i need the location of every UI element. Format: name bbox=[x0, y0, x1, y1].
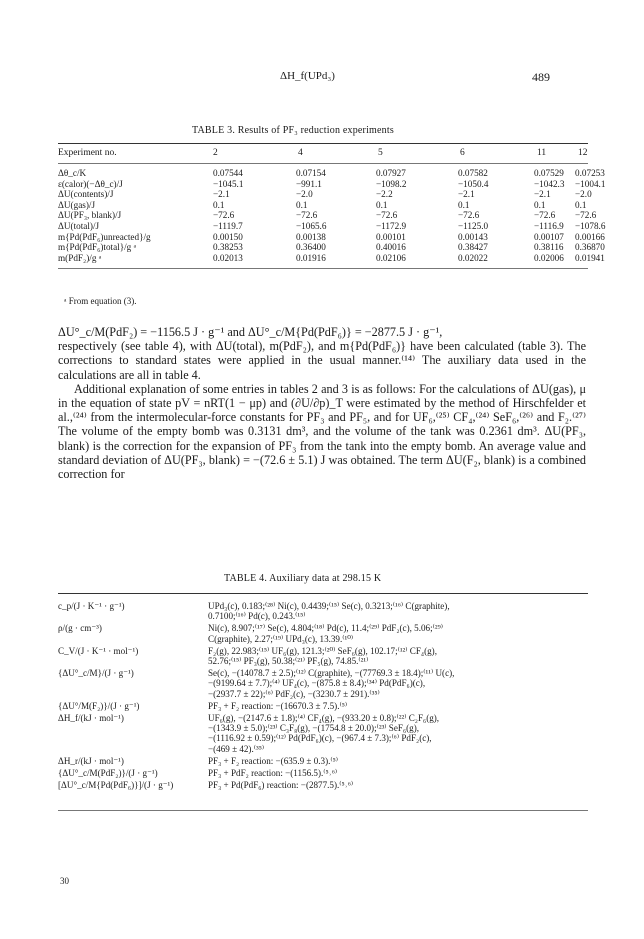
table3-cell: 0.00143 bbox=[458, 231, 488, 242]
table4-row-value bbox=[208, 623, 588, 644]
table3-row-label: m{Pd(PdF₆)total}/g ᵃ bbox=[58, 242, 137, 253]
table4-row-value bbox=[208, 668, 588, 699]
table-row bbox=[58, 178, 606, 190]
table3-cell: 0.02006 bbox=[534, 252, 564, 263]
table3-cell: −1078.6 bbox=[575, 220, 606, 231]
table4-row-value bbox=[208, 646, 588, 667]
table-row bbox=[58, 242, 605, 253]
table3-cell: −72.6 bbox=[213, 210, 235, 221]
table-row bbox=[58, 713, 588, 755]
table3-row-label: ε(calor)(−Δθ_c)/J bbox=[58, 178, 123, 189]
table4-value-line: PF₃ + F₂ reaction: −(16670.3 ± 7.5).⁽⁵⁾ bbox=[208, 700, 348, 711]
table3-cell: 0.36400 bbox=[296, 242, 326, 253]
table3-cell: −72.6 bbox=[458, 210, 480, 221]
table3-top-rule bbox=[58, 143, 588, 144]
bottom-page-mark: 30 bbox=[60, 876, 69, 886]
table3-cell: 0.07927 bbox=[376, 168, 406, 178]
table3-cell: 0.38116 bbox=[534, 242, 564, 253]
table4-value-line: −(469 ± 42).⁽³⁵⁾ bbox=[208, 743, 265, 754]
table3-cell: −1125.0 bbox=[458, 220, 489, 231]
table-row bbox=[58, 623, 588, 644]
table3-row-label: ΔU(contents)/J bbox=[58, 189, 114, 200]
table4-row-label: ρ/(g · cm⁻³) bbox=[58, 623, 102, 634]
running-title: ΔH_f(UPd₃) bbox=[280, 70, 335, 82]
table3-cell: 0.38427 bbox=[458, 242, 488, 253]
table3-cell: 0.00166 bbox=[575, 231, 605, 242]
table-row bbox=[58, 756, 588, 766]
table4-top-rule bbox=[58, 593, 588, 594]
table3-cell: −1045.1 bbox=[213, 178, 244, 189]
table4-row-value bbox=[208, 601, 588, 622]
table4-bottom-rule bbox=[58, 810, 588, 811]
table3-cell: −2.0 bbox=[575, 189, 592, 200]
table3-cell: 0.02106 bbox=[376, 252, 406, 263]
table4-value-line: −(2937.7 ± 22);⁽⁶⁾ PdF₂(c), −(3230.7 ± 291).⁽³⁵⁾ bbox=[208, 688, 380, 699]
table3-row-label: ΔU(PF₃, blank)/J bbox=[58, 210, 122, 221]
table4-value-line: Ni(c), 8.907;⁽¹⁷⁾ Se(c), 4.804;⁽¹⁸⁾ Pd(c), 11.4;⁽²⁹⁾ PdF₂(c), 5.06;⁽²⁹⁾ bbox=[208, 623, 443, 634]
table-row bbox=[58, 601, 588, 622]
table4-row-label: C_V/(J · K⁻¹ · mol⁻¹) bbox=[58, 645, 139, 656]
table3-cell: 0.1 bbox=[534, 199, 546, 210]
table3-col-header: 12 bbox=[578, 148, 588, 158]
table3-cell: 0.02013 bbox=[213, 252, 243, 263]
table3-footnote: ᵃ From equation (3). bbox=[64, 296, 137, 306]
table3-bottom-rule bbox=[58, 268, 588, 269]
table-row bbox=[58, 189, 592, 200]
table3-cell: 0.00138 bbox=[296, 231, 326, 242]
table4-value-line: 52.76;⁽¹⁵⁾ PF₃(g), 50.38;⁽²¹⁾ PF₅(g), 74.85.⁽²¹⁾ bbox=[208, 656, 369, 667]
table-row bbox=[58, 200, 588, 211]
table4-value-line: PF₃ + Pd(PdF₆) reaction: −(2877.5).⁽⁵˒⁶⁾ bbox=[208, 779, 354, 790]
table3-cell: 0.1 bbox=[575, 199, 587, 210]
table-row bbox=[58, 768, 588, 778]
table3-cell: 0.00150 bbox=[213, 231, 243, 242]
table3-cell: 0.1 bbox=[296, 199, 308, 210]
table4-row-label: [ΔU°_c/M{Pd(PdF₆)}]/(J · g⁻¹) bbox=[58, 779, 174, 790]
table-row bbox=[58, 668, 588, 699]
table3-cell: −991.1 bbox=[296, 178, 322, 189]
table3-body bbox=[58, 168, 606, 263]
table3-cell: 0.07582 bbox=[458, 168, 488, 178]
table4-value-line: UPd₃(c), 0.183;⁽²⁸⁾ Ni(c), 0.4439;⁽¹⁵⁾ Se(c), 0.3213;⁽¹⁶⁾ C(graphite), bbox=[208, 601, 450, 611]
table4-caption: TABLE 4. Auxiliary data at 298.15 K bbox=[224, 573, 382, 584]
table4-row-value bbox=[208, 756, 588, 766]
table3-cell: −2.2 bbox=[376, 189, 393, 200]
table-row bbox=[58, 780, 588, 790]
table3-cell: 0.01916 bbox=[296, 252, 326, 263]
table3-cell: −72.6 bbox=[534, 210, 556, 221]
table3-cell: −1004.1 bbox=[575, 178, 606, 189]
table3-cell: −1172.9 bbox=[376, 220, 407, 231]
table4-value-line: F₂(g), 22.983;⁽¹⁵⁾ UF₆(g), 121.3;⁽²⁰⁾ SeF₆(g), 102.17;⁽¹²⁾ CF₄(g), bbox=[208, 645, 437, 656]
table3-cell: 0.07253 bbox=[575, 168, 605, 178]
table4-value-line: C(graphite), 2.27;⁽¹⁹⁾ UPd₃(c), 13.39.⁽¹⁰⁾ bbox=[208, 633, 354, 644]
table3-col-header: 11 bbox=[537, 148, 547, 158]
table3-cell: 0.00101 bbox=[376, 231, 406, 242]
table3-cell: 0.1 bbox=[213, 199, 225, 210]
paragraph: Additional explanation of some entries in tables 2 and 3 is as follows: For the calculations of ΔU(gas), μ in the equation of state pV = nRT(1 − μp) and (∂U/∂p)_T were estimated by the method of Hirschfelder et al.,⁽²⁴⁾ from the intermolecular-force constants for PF₃ and PF₅, and for UF₆,⁽²⁵⁾ CF₄,⁽²⁴⁾ SeF₆,⁽²⁶⁾ and F₂.⁽²⁷⁾ The volume of the empty bomb was 0.3131 dm³, and the volume of the tank was 0.2361 dm³. ΔU(PF₃, blank) is the correction for the expansion of PF₃ from the tank into the empty bomb. An average value and standard deviation of ΔU(PF₃, blank) = −(72.6 ± 5.1) J was obtained. The term ΔU(F₂, blank) is a combined correction for bbox=[58, 381, 586, 482]
table3-header-label: Experiment no. bbox=[58, 148, 117, 158]
table4-value-line: Se(c), −(14078.7 ± 2.5);⁽¹²⁾ C(graphite), −(77769.3 ± 18.4);⁽¹¹⁾ U(c), bbox=[208, 667, 455, 678]
table4-row-label: {ΔU°/M(F₂)}/(J · g⁻¹) bbox=[58, 700, 140, 711]
paragraph: respectively (see table 4), with ΔU(total), m(PdF₂), and m{Pd(PdF₆)} have been calculated (table 3). The corrections to standard states were applied in the usual manner.⁽¹⁴⁾ The auxiliary data used in the calculations are all in table 4. bbox=[58, 339, 586, 382]
table3-col-header: 4 bbox=[298, 148, 303, 158]
table-row bbox=[58, 701, 588, 711]
table3-row-label: ΔU(total)/J bbox=[58, 220, 100, 231]
table3-header-rule bbox=[58, 163, 588, 164]
table3-cell: −2.1 bbox=[458, 189, 475, 200]
table3-cell: −72.6 bbox=[296, 210, 318, 221]
table4-row-value bbox=[208, 768, 588, 778]
table3-cell: 0.02022 bbox=[458, 252, 488, 263]
table3-row-label: ΔU(gas)/J bbox=[58, 199, 96, 210]
table3-cell: −2.1 bbox=[534, 189, 551, 200]
table4-value-line: PF₃ + PdF₂ reaction: −(1156.5).⁽⁵˒⁶⁾ bbox=[208, 767, 338, 778]
table3-col-header: 6 bbox=[460, 148, 465, 158]
table3-cell: 0.1 bbox=[458, 199, 470, 210]
table3-cell: −1098.2 bbox=[376, 178, 407, 189]
table3-cell: 0.1 bbox=[376, 199, 388, 210]
table4-value-line: −(1116.92 ± 0.59);⁽¹²⁾ Pd(PdF₆)(c), −(967.4 ± 7.3);⁽⁶⁾ PdF₂(c), bbox=[208, 733, 432, 744]
table3-row-label: m{Pd(PdF₆)unreacted}/g bbox=[58, 231, 151, 242]
body-text bbox=[58, 325, 586, 481]
table4-value-line: 0.7100;⁽¹⁶⁾ Pd(c), 0.243.⁽¹⁵⁾ bbox=[208, 611, 306, 622]
table3-cell: 0.07529 bbox=[534, 168, 564, 178]
table-row bbox=[58, 231, 605, 243]
table4-row-label: c_p/(J · K⁻¹ · g⁻¹) bbox=[58, 601, 125, 611]
table3-col-header: 5 bbox=[378, 148, 383, 158]
table3-cell: 0.01941 bbox=[575, 252, 605, 263]
table3-row-label: m(PdF₂)/g ᵃ bbox=[58, 252, 102, 263]
table4-row-label: {ΔU°_c/M(PdF₂)}/(J · g⁻¹) bbox=[58, 767, 158, 778]
equation-line: ΔU°_c/M(PdF₂) = −1156.5 J · g⁻¹ and ΔU°_c/M{Pd(PdF₆)} = −2877.5 J · g⁻¹, bbox=[58, 325, 443, 339]
page-number: 489 bbox=[532, 70, 550, 84]
table3-cell: −72.6 bbox=[575, 210, 597, 221]
table4-row-label: {ΔU°_c/M}/(J · g⁻¹) bbox=[58, 667, 134, 678]
table4-row-label: ΔH_r/(kJ · mol⁻¹) bbox=[58, 755, 124, 766]
table4-value-line: UF₆(g), −(2147.6 ± 1.8);⁽⁴⁾ CF₄(g), −(933.20 ± 0.8);⁽²²⁾ C₂F₆(g), bbox=[208, 712, 440, 723]
table3-cell: 0.36870 bbox=[575, 242, 605, 253]
table4-row-label: ΔH_f/(kJ · mol⁻¹) bbox=[58, 712, 124, 723]
table4-row-value bbox=[208, 701, 588, 711]
table3-cell: −2.1 bbox=[213, 189, 230, 200]
table3-cell: −1050.4 bbox=[458, 178, 489, 189]
table-row bbox=[58, 252, 605, 264]
table-row bbox=[58, 220, 606, 232]
table3-cell: −1119.7 bbox=[213, 220, 243, 231]
table4-body bbox=[58, 601, 588, 791]
table3-cell: 0.40016 bbox=[376, 242, 406, 253]
table3-cell: −2.0 bbox=[296, 189, 313, 200]
table-row bbox=[58, 646, 588, 667]
table3-cell: 0.38253 bbox=[213, 242, 243, 253]
table4-value-line: −(9199.64 ± 7.7);⁽⁴⁾ UF₄(c), −(875.8 ± 8.4);⁽³⁴⁾ Pd(PdF₆)(c), bbox=[208, 678, 426, 689]
table3-cell: −1065.6 bbox=[296, 220, 327, 231]
table3-cell: 0.07544 bbox=[213, 168, 243, 178]
table3-cell: −1116.9 bbox=[534, 220, 564, 231]
table4-row-value bbox=[208, 713, 588, 755]
table3-cell: −1042.3 bbox=[534, 178, 565, 189]
table4-row-value bbox=[208, 780, 588, 790]
table4-value-line: −(1343.9 ± 5.0);⁽²³⁾ C₃F₈(g), −(1754.8 ± 20.0);⁽²³⁾ SeF₆(g), bbox=[208, 722, 419, 733]
table3-caption: TABLE 3. Results of PF₃ reduction experiments bbox=[192, 125, 394, 136]
table3-col-header: 2 bbox=[213, 148, 218, 158]
table3-cell: −72.6 bbox=[376, 210, 398, 221]
table3-cell: 0.00107 bbox=[534, 231, 564, 242]
table3-row-label: Δθ_c/K bbox=[58, 168, 87, 178]
table-row bbox=[58, 210, 597, 221]
table3-cell: 0.07154 bbox=[296, 168, 326, 178]
table-row bbox=[58, 168, 605, 179]
table4-value-line: PF₃ + F₂ reaction: −(635.9 ± 0.3).⁽⁵⁾ bbox=[208, 755, 339, 766]
